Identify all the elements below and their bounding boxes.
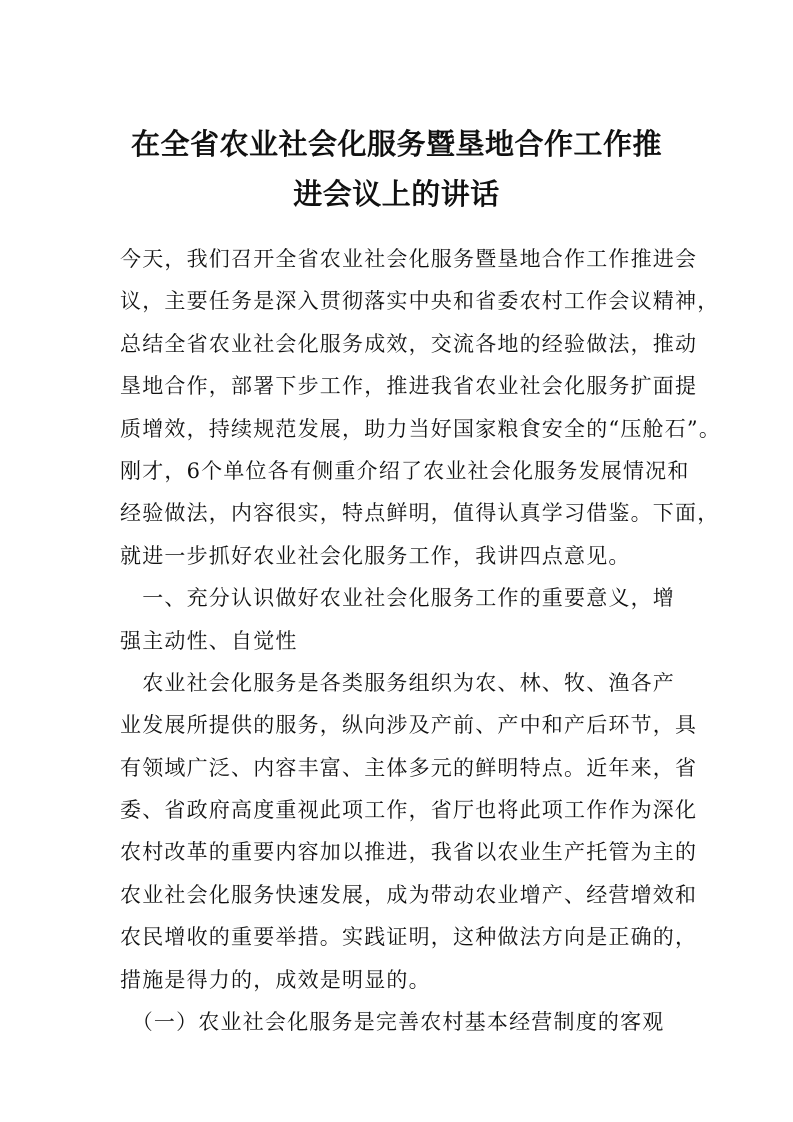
- text-line: （一）农业社会化服务是完善农村基本经营制度的客观: [120, 1010, 665, 1035]
- text-line: 措施是得力的，成效是明显的。: [120, 967, 431, 992]
- section-heading-1: [120, 577, 676, 662]
- intro-paragraph: [120, 238, 722, 577]
- text-line: 经验做法，内容很实，特点鲜明，值得认真学习借鉴。下面，: [120, 501, 720, 526]
- text-line: 农业社会化服务是各类服务组织为农、林、牧、渔各产: [120, 670, 675, 695]
- subsection-heading-1: [120, 1001, 676, 1043]
- text-line: 质增效，持续规范发展，助力当好国家粮食安全的“压舱石”。: [120, 416, 722, 441]
- text-line: 一、充分认识做好农业社会化服务工作的重要意义，增: [120, 586, 675, 611]
- text-line: 今天，我们召开全省农业社会化服务暨垦地合作工作推进会: [120, 247, 698, 271]
- text-line: 农民增收的重要举措。实践证明，这种做法方向是正确的，: [120, 925, 698, 950]
- text-line: 农业社会化服务快速发展，成为带动农业增产、经营增效和: [120, 882, 698, 907]
- text-line: 强主动性、自觉性: [120, 628, 298, 653]
- text-line: 委、省政府高度重视此项工作，省厅也将此项工作作为深化: [120, 798, 698, 823]
- text-line: 垦地合作，部署下步工作，推进我省农业社会化服务扩面提: [120, 374, 698, 399]
- text-line: 业发展所提供的服务，纵向涉及产前、产中和产后环节，具: [120, 713, 698, 738]
- text-line: 有领域广泛、内容丰富、主体多元的鲜明特点。近年来，省: [120, 755, 698, 780]
- text-line: 议，主要任务是深入贯彻落实中央和省委农村工作会议精神，: [120, 289, 720, 314]
- document-title-line-2: 进会议上的讲话: [293, 177, 500, 211]
- document-body: [120, 238, 722, 1043]
- text-line: 就进一步抓好农业社会化服务工作，我讲四点意见。: [120, 543, 631, 568]
- text-line: 刚才，6个单位各有侧重介绍了农业社会化服务发展情况和: [120, 458, 690, 483]
- section-1-paragraph: [120, 662, 698, 1001]
- document-title-line-1: 在全省农业社会化服务暨垦地合作工作推: [130, 127, 662, 161]
- text-line: 总结全省农业社会化服务成效，交流各地的经验做法，推动: [120, 331, 698, 356]
- text-line: 农村改革的重要内容加以推进，我省以农业生产托管为主的: [120, 840, 698, 865]
